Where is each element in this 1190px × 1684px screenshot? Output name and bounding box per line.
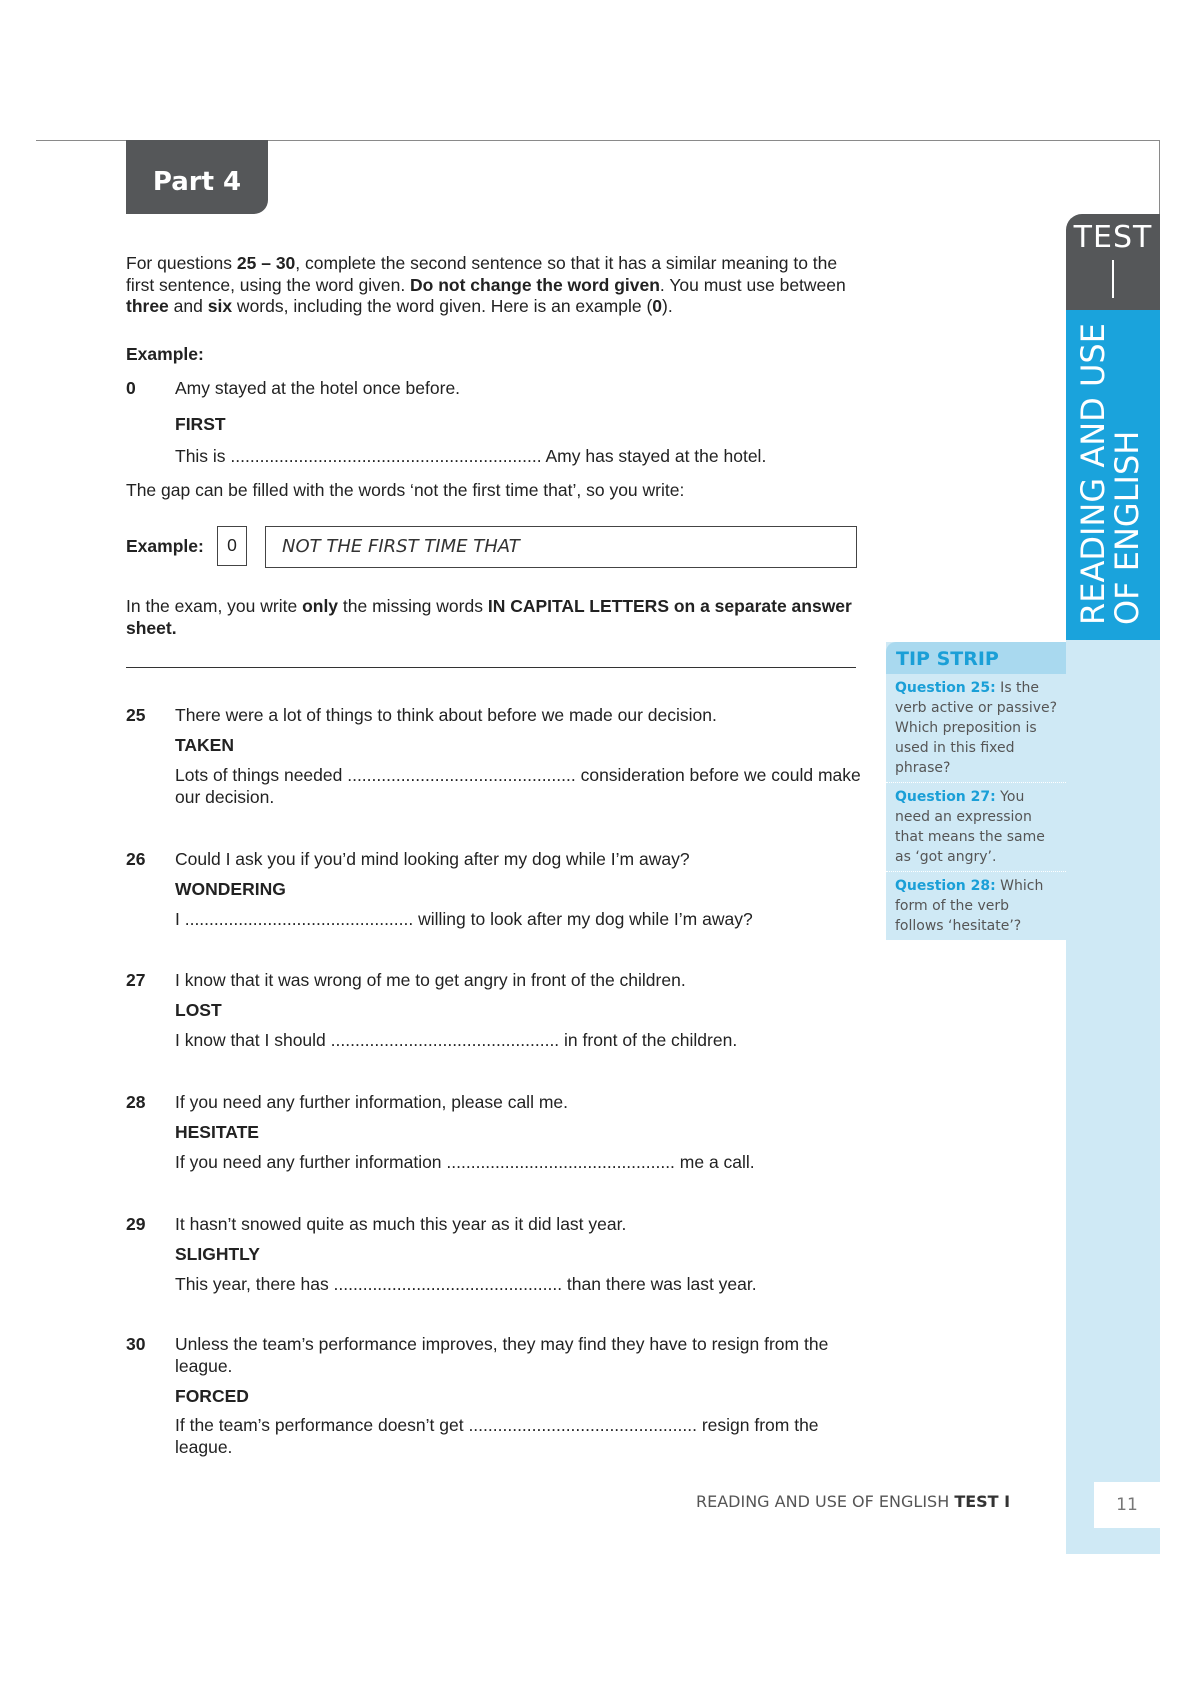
tip-item	[886, 783, 1066, 872]
example-gapped: This is ................................................................ Amy has stayed at the hotel.	[175, 446, 767, 466]
question-number: 29	[126, 1214, 146, 1234]
question-gapped: If you need any further information ............................................... me a call.	[175, 1152, 755, 1172]
example-number: 0	[126, 378, 136, 398]
question-keyword: HESITATE	[175, 1122, 259, 1142]
tip-text: You need an expression that means the same as ‘got angry’.	[895, 789, 1045, 865]
question-number: 27	[126, 970, 146, 990]
tip-item	[886, 674, 1066, 783]
note-text: the missing words	[338, 596, 488, 616]
question-gapped: This year, there has ............................................... than there was last year.	[175, 1274, 757, 1294]
question-keyword: TAKEN	[175, 735, 234, 755]
tip-text: Which form of the verb follows ‘hesitate’?	[895, 878, 1044, 934]
test-label: TEST	[1073, 220, 1153, 255]
question-gapped: If the team’s performance doesn’t get ............................................... resign from the league.	[175, 1415, 819, 1457]
tip-strip-title: TIP STRIP	[886, 642, 1066, 674]
question-sentence: If you need any further information, please call me.	[175, 1092, 568, 1112]
question-keyword: LOST	[175, 1000, 222, 1020]
footer-text: READING AND USE OF ENGLISH	[696, 1492, 955, 1511]
gap-note: The gap can be filled with the words ‘not the first time that’, so you write:	[126, 480, 685, 500]
intro-text: and	[168, 296, 208, 316]
tip-strip	[886, 642, 1066, 940]
footer	[696, 1492, 1010, 1511]
question-gapped: Lots of things needed ............................................... consideration before we could make our decision.	[175, 765, 861, 807]
intro-text: ).	[662, 296, 673, 316]
tip-item	[886, 872, 1066, 940]
instructions	[126, 253, 856, 318]
question-number: 28	[126, 1092, 146, 1112]
tip-text: Is the verb active or passive? Which preposition is used in this fixed phrase?	[895, 680, 1058, 776]
section-line-1: READING AND USE	[1074, 323, 1112, 625]
intro-text: For questions	[126, 253, 237, 273]
example-heading: Example:	[126, 344, 204, 364]
question-number: 25	[126, 705, 146, 725]
test-number-one	[1112, 260, 1114, 298]
question-number: 26	[126, 849, 146, 869]
question-sentence: There were a lot of things to think about before we made our decision.	[175, 705, 717, 725]
tip-question-label: Question 27:	[895, 789, 996, 805]
intro-bold: six	[207, 296, 233, 316]
question-keyword: SLIGHTLY	[175, 1244, 260, 1264]
section-line-2: OF ENGLISH	[1108, 430, 1146, 625]
page-number: 11	[1094, 1482, 1160, 1528]
answer-number-box: 0	[217, 526, 247, 566]
question-sentence: Could I ask you if you’d mind looking after my dog while I’m away?	[175, 849, 690, 869]
intro-bold: three	[126, 296, 169, 316]
tip-question-label: Question 25:	[895, 680, 996, 696]
divider	[126, 667, 856, 668]
side-strip-light	[1066, 640, 1160, 1554]
answer-box: NOT THE FIRST TIME THAT	[265, 526, 857, 568]
question-number: 30	[126, 1334, 146, 1354]
question-sentence: It hasn’t snowed quite as much this year as it did last year.	[175, 1214, 627, 1234]
question-keyword: FORCED	[175, 1386, 249, 1406]
intro-bold: 0	[652, 296, 663, 316]
section-tab-label	[1076, 323, 1144, 625]
example-sentence: Amy stayed at the hotel once before.	[175, 378, 461, 398]
intro-text: , complete the second sentence so that it has a similar meaning to the first sentence, using the word given.	[126, 253, 838, 295]
question-gapped: I ............................................... willing to look after my dog while I’m away?	[175, 909, 753, 929]
question-sentence: Unless the team’s performance improves, they may find they have to resign from the league.	[175, 1334, 829, 1376]
intro-text: words, including the word given. Here is an example (	[232, 296, 653, 316]
test-tab	[1066, 214, 1160, 310]
intro-bold: 25 – 30	[236, 253, 296, 273]
footer-bold: TEST I	[954, 1492, 1011, 1511]
note-text: In the exam, you write	[126, 596, 303, 616]
question-gapped: I know that I should ............................................... in front of the children.	[175, 1030, 738, 1050]
note-bold: IN CAPITAL LETTERS on a separate answer sheet.	[126, 596, 852, 638]
exam-note	[126, 596, 856, 639]
example-keyword: FIRST	[175, 414, 226, 434]
tip-question-label: Question 28:	[895, 878, 996, 894]
question-sentence: I know that it was wrong of me to get angry in front of the children.	[175, 970, 686, 990]
answer-label: Example:	[126, 536, 204, 556]
part-tab: Part 4	[126, 140, 268, 214]
intro-text: . You must use between	[659, 274, 846, 295]
question-keyword: WONDERING	[175, 879, 286, 899]
note-bold: only	[302, 596, 339, 616]
intro-bold: Do not change the word given	[410, 274, 660, 295]
